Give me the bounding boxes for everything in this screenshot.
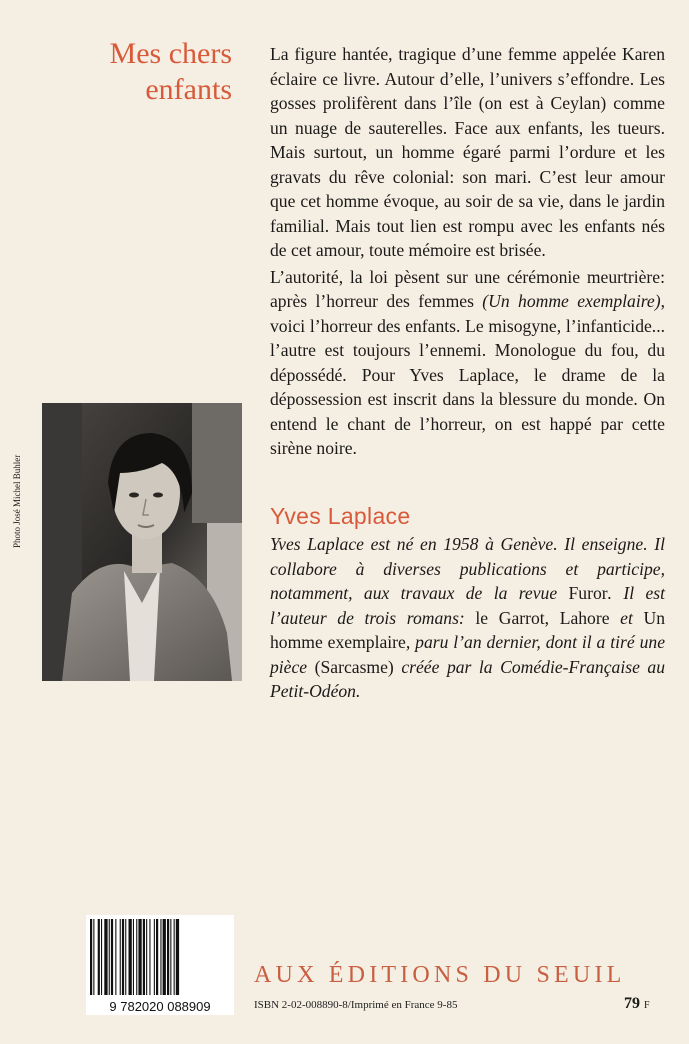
- barcode-bar: [143, 919, 145, 995]
- barcode-bar: [115, 919, 116, 995]
- bio-part-5: ,: [544, 607, 560, 628]
- barcode-bar: [129, 919, 132, 995]
- barcode-bar: [93, 919, 94, 995]
- blurb-paragraph-2: [270, 265, 665, 461]
- barcode-bar: [125, 919, 126, 995]
- barcode-bar: [149, 919, 150, 995]
- barcode-bar: [98, 919, 100, 995]
- bio-part-6: Lahore: [559, 607, 610, 628]
- barcode-bar: [167, 919, 169, 995]
- barcode-bar: [138, 919, 141, 995]
- publisher-name: AUX ÉDITIONS DU SEUIL: [254, 962, 626, 988]
- barcode-bar: [163, 919, 166, 995]
- blurb-paragraph-2-italic: (Un homme exemplaire): [482, 291, 661, 311]
- isbn-line: ISBN 2-02-008890-8/Imprimé en France 9-85: [254, 999, 458, 1011]
- price-unit: F: [644, 1000, 650, 1011]
- book-title: [80, 36, 232, 108]
- bio-part-2: Furor: [568, 583, 608, 603]
- barcode-bar: [170, 919, 171, 995]
- bio-part-1: Yves Laplace est né en 1958 à Genève. Il enseigne. Il collabore à diverses publications et participe, notamment, aux travaux de la revue: [270, 534, 665, 603]
- barcode-bar: [104, 919, 107, 995]
- blurb-paragraph-1: La figure hantée, tragique d’une femme appelée Karen éclaire ce livre. Autour d’elle, l’univers s’effondre. Les gosses prolifèrent dans l’île (on est à Ceylan) comme un nuage de sauterelles. Face aux enfants, les tueurs. Mais surtout, un homme égaré parmi l’ordure et les gravats du rêve colonial: son mari. C’est leur amour que cet homme évoque, au soir de sa vie, dans le jardin familial. Mais tout lien est rompu avec les enfants nés de cet amour, toute mémoire est brisée.: [270, 44, 665, 260]
- price: [624, 995, 650, 1013]
- author-name: Yves Laplace: [270, 503, 411, 529]
- barcode-bar: [90, 919, 92, 995]
- barcode-bar: [120, 919, 121, 995]
- bio-part-7: et: [609, 607, 644, 628]
- barcode-bar: [109, 919, 110, 995]
- author-photo: [42, 403, 242, 681]
- blurb: [270, 42, 665, 461]
- photo-credit: Photo José Michel Buhler: [12, 454, 22, 548]
- barcode-bar: [101, 919, 102, 995]
- barcode-bar: [111, 919, 113, 995]
- barcode-number: 9 782020 088909: [109, 999, 211, 1014]
- barcode-bar: [122, 919, 124, 995]
- blurb-paragraph-2-a: L’autorité, la loi pèsent sur une cérémonie meurtrière: après l’horreur des femmes: [270, 266, 665, 311]
- barcode-bar: [174, 919, 175, 995]
- bio-part-11: créée par la Comédie-Française au Petit-Odéon.: [270, 656, 666, 701]
- barcode-bar: [160, 919, 161, 995]
- barcode-bar: [146, 919, 147, 995]
- barcode-bar: [136, 919, 137, 995]
- bio-part-4: le Garrot: [475, 607, 545, 628]
- price-value: 79: [624, 995, 640, 1012]
- barcode-bar: [133, 919, 134, 995]
- bio-part-8: Un homme exemplaire: [270, 607, 666, 652]
- barcode-image: [86, 915, 234, 1015]
- blurb-paragraph-2-b: , voici l’horreur des enfants. Le misogyne, l’infanticide... l’autre est toujours l’ennemi. Monologue du fou, du dépossédé. Pour Yves Laplace, le drame de la dépossession est inscrit dans la blessure du monde. On entend le chant de l’horreur, on est happé par cette sirène noire.: [270, 291, 665, 458]
- book-title-line1: Mes chers: [109, 37, 232, 70]
- bio-part-3: . Il est l’auteur de trois romans:: [270, 583, 665, 628]
- barcode-bar: [176, 919, 179, 995]
- barcode: [86, 915, 234, 1015]
- bio-part-9: , paru l’an dernier, dont il a tiré une pièce: [270, 632, 666, 677]
- author-bio: [270, 532, 665, 704]
- author-photo-image: [42, 403, 242, 681]
- bio-part-10: (Sarcasme): [314, 656, 394, 677]
- book-title-line2: enfants: [145, 73, 232, 106]
- barcode-bar: [156, 919, 158, 995]
- barcode-bar: [154, 919, 155, 995]
